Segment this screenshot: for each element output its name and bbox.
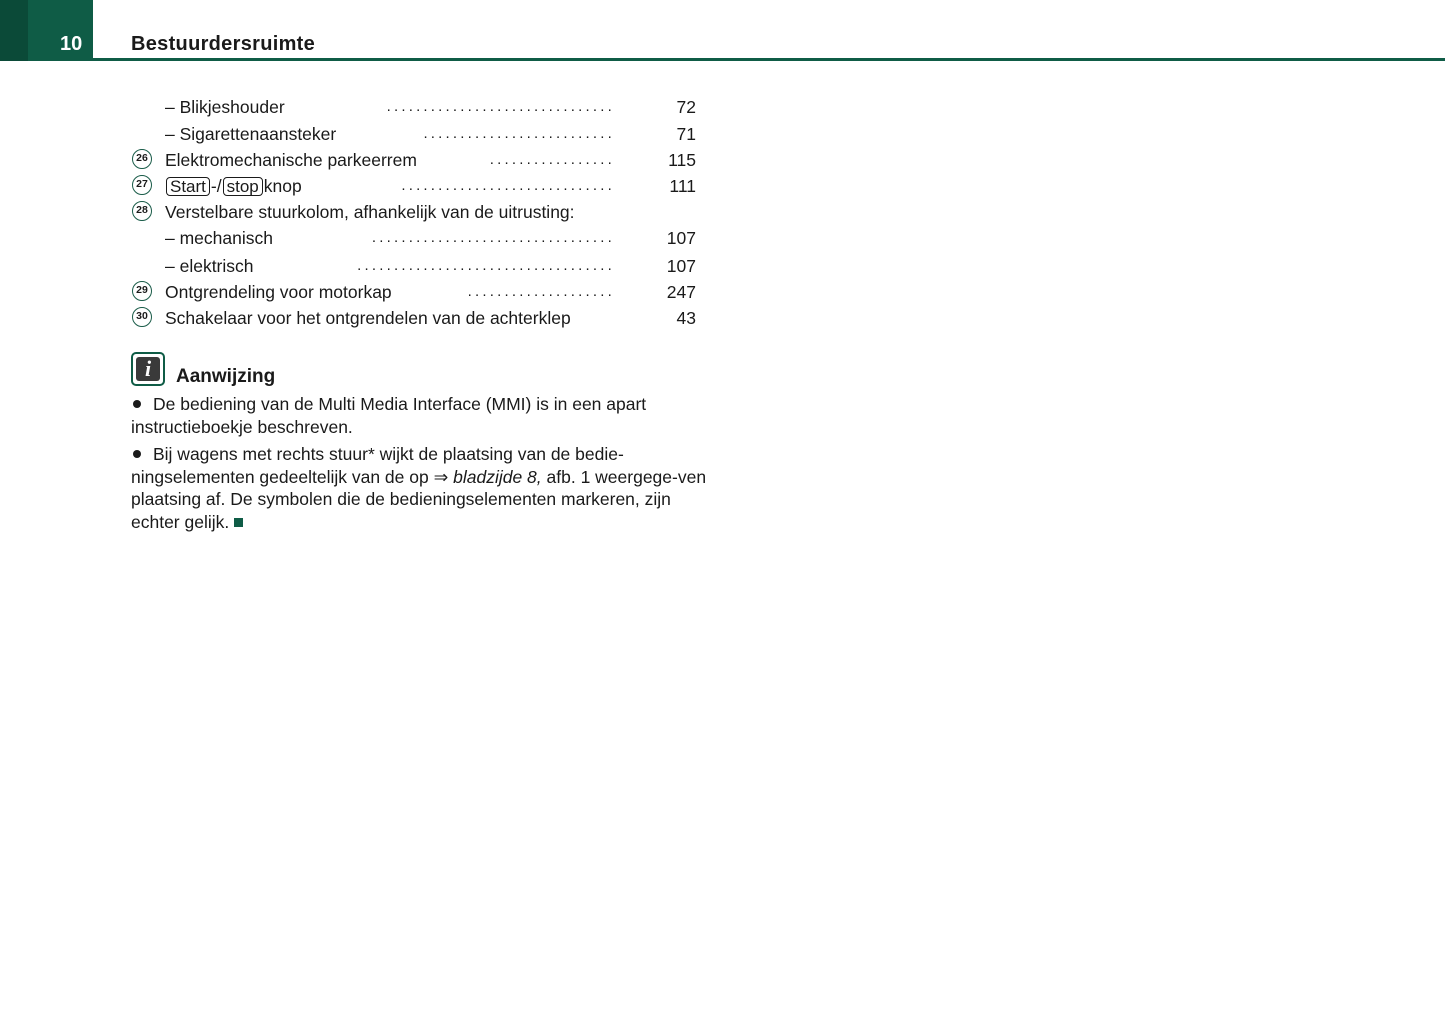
start-key-label: Start (166, 177, 210, 196)
toc-item-text: Verstelbare stuurkolom, afhankelijk van de uitrusting: (165, 202, 575, 222)
toc-item-text: – mechanisch (165, 228, 273, 248)
toc-row (0, 227, 720, 249)
toc-item-text (165, 175, 302, 197)
toc-row (0, 281, 720, 303)
toc-row (0, 149, 720, 171)
note-bullet-2-text-post: afb. 1 weergege-ven plaatsing af. De symbolen die de bedieningselementen markeren, zijn echter gelijk. (131, 466, 707, 532)
callout-number-badge: 27 (132, 175, 152, 195)
info-icon (131, 352, 165, 386)
toc-row (0, 175, 720, 197)
toc-item-text: – Sigarettenaansteker (165, 124, 337, 144)
page-number: 10 (60, 33, 83, 55)
stop-key-label: stop (223, 177, 263, 196)
toc-item-text: – elektrisch (165, 256, 254, 276)
toc-leader-dots: ................................. (371, 229, 615, 246)
toc-page-number: 247 (666, 282, 696, 302)
callout-number-badge: 29 (132, 281, 152, 301)
page-title: Bestuurdersruimte (131, 33, 316, 55)
toc-leader-dots: ............................. (401, 177, 615, 194)
toc-page-number: 115 (668, 150, 696, 170)
callout-number-badge: 26 (132, 149, 152, 169)
note-title: Aanwijzing (176, 366, 276, 387)
toc-item-text: – Blikjeshouder (165, 97, 285, 117)
toc-row (0, 201, 720, 223)
toc-item-tail: knop (263, 176, 302, 196)
toc-page-number: 72 (676, 97, 696, 117)
toc-leader-dots: .................... (467, 283, 615, 300)
toc-page-number: 107 (666, 228, 696, 248)
toc-row (0, 123, 720, 145)
page-reference-link[interactable]: bladzijde 8, (453, 466, 542, 487)
note-bullet-2-text-pre: Bij wagens met rechts stuur* wijkt de plaatsing van de bedie-ningselementen gedeeltelijk van de op ⇒ (131, 444, 624, 487)
toc-row (0, 255, 720, 277)
bullet-dot-icon (133, 400, 141, 408)
note-bullet-1-text: De bediening van de Multi Media Interface (MMI) is in een apart instructieboekje beschreven. (131, 394, 647, 437)
toc-leader-dots: .......................... (423, 125, 615, 142)
section-end-marker (234, 518, 243, 527)
toc-page-number: 43 (676, 308, 696, 328)
key-separator: -/ (210, 176, 222, 196)
toc-leader-dots: ............................... (386, 98, 615, 115)
toc-item-text: Ontgrendeling voor motorkap (165, 282, 392, 302)
toc-leader-dots: ................. (489, 151, 615, 168)
toc-list (0, 0, 720, 340)
callout-number-badge: 30 (132, 307, 152, 327)
callout-number-badge: 28 (132, 201, 152, 221)
note-bullet-2 (131, 443, 711, 533)
toc-row (0, 307, 720, 329)
bullet-dot-icon (133, 450, 141, 458)
toc-row (0, 96, 720, 118)
toc-item-text: Elektromechanische parkeerrem (165, 150, 417, 170)
toc-page-number: 71 (676, 124, 696, 144)
info-icon-glyph: i (136, 357, 160, 381)
toc-page-number: 107 (666, 256, 696, 276)
note-bullet-1 (131, 393, 711, 438)
toc-page-number: 111 (669, 176, 696, 196)
toc-leader-dots: ................................... (357, 257, 615, 274)
toc-item-text: Schakelaar voor het ontgrendelen van de achterklep (165, 308, 571, 328)
